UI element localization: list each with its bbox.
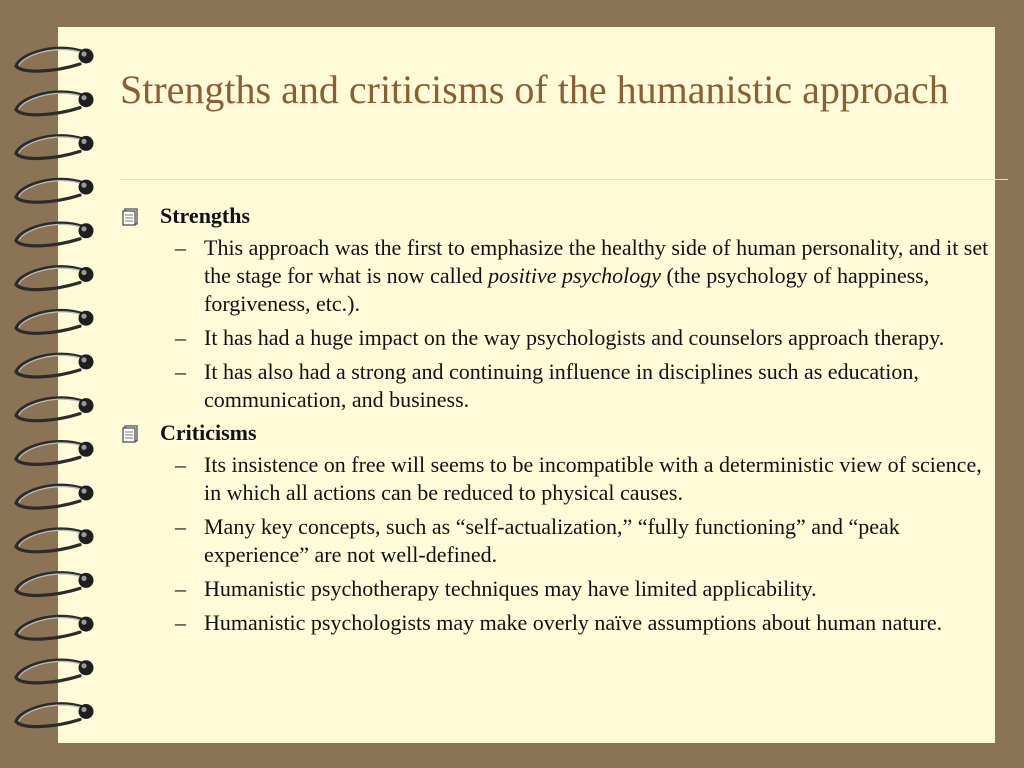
- spiral-ring-icon: [16, 529, 94, 552]
- spiral-ring-icon: [16, 92, 94, 115]
- notepad-icon: [122, 206, 140, 226]
- list-item: – This approach was the first to emphasize the healthy side of human personality, and it set the stage for what is now called positive psychology (the psychology of happiness, forgiveness, etc.).: [175, 235, 989, 316]
- criticisms-list: [120, 451, 1000, 637]
- spiral-ring-icon: [16, 48, 94, 71]
- list-item: – It has also had a strong and continuing influence in disciplines such as education, communication, and business.: [175, 359, 919, 412]
- spiral-ring-icon: [16, 223, 94, 246]
- list-item: – Many key concepts, such as “self-actualization,” “fully functioning” and “peak experience” are not well-defined.: [175, 514, 900, 567]
- spiral-ring-icon: [16, 310, 94, 333]
- dash-marker: –: [175, 514, 186, 539]
- spiral-ring-icon: [16, 660, 94, 683]
- spiral-ring-icon: [16, 267, 94, 290]
- section-criticisms: [120, 420, 1000, 637]
- spiral-ring-icon: [16, 442, 94, 465]
- list-item: – Its insistence on free will seems to be incompatible with a deterministic view of science, in which all actions can be reduced to physical causes.: [175, 452, 982, 505]
- dash-marker: –: [175, 359, 186, 384]
- spiral-ring-icon: [16, 354, 94, 377]
- spiral-ring-icon: [16, 179, 94, 202]
- dash-marker: –: [175, 610, 186, 635]
- spiral-ring-icon: [16, 485, 94, 508]
- spiral-ring-icon: [16, 398, 94, 421]
- list-item: – Humanistic psychotherapy techniques may have limited applicability.: [175, 576, 817, 601]
- title-divider: [120, 179, 1008, 180]
- dash-marker: –: [175, 576, 186, 601]
- notepad-icon: [122, 423, 140, 443]
- section-heading: Criticisms: [160, 420, 257, 445]
- spiral-ring-icon: [16, 616, 94, 639]
- slide-title: Strengths and criticisms of the humanistic approach: [120, 67, 949, 112]
- section-strengths: [120, 203, 1000, 414]
- slide-body: [120, 203, 1000, 643]
- spiral-binding: [0, 0, 110, 768]
- dash-marker: –: [175, 325, 186, 350]
- spiral-ring-icon: [16, 573, 94, 596]
- spiral-ring-icon: [16, 704, 94, 727]
- list-item: – Humanistic psychologists may make overly naïve assumptions about human nature.: [175, 610, 943, 635]
- list-item: – It has had a huge impact on the way psychologists and counselors approach therapy.: [175, 325, 945, 350]
- strengths-list: [120, 234, 1000, 414]
- dash-marker: –: [175, 235, 186, 260]
- spiral-ring-icon: [16, 136, 94, 159]
- section-heading: Strengths: [160, 203, 251, 228]
- dash-marker: –: [175, 452, 186, 477]
